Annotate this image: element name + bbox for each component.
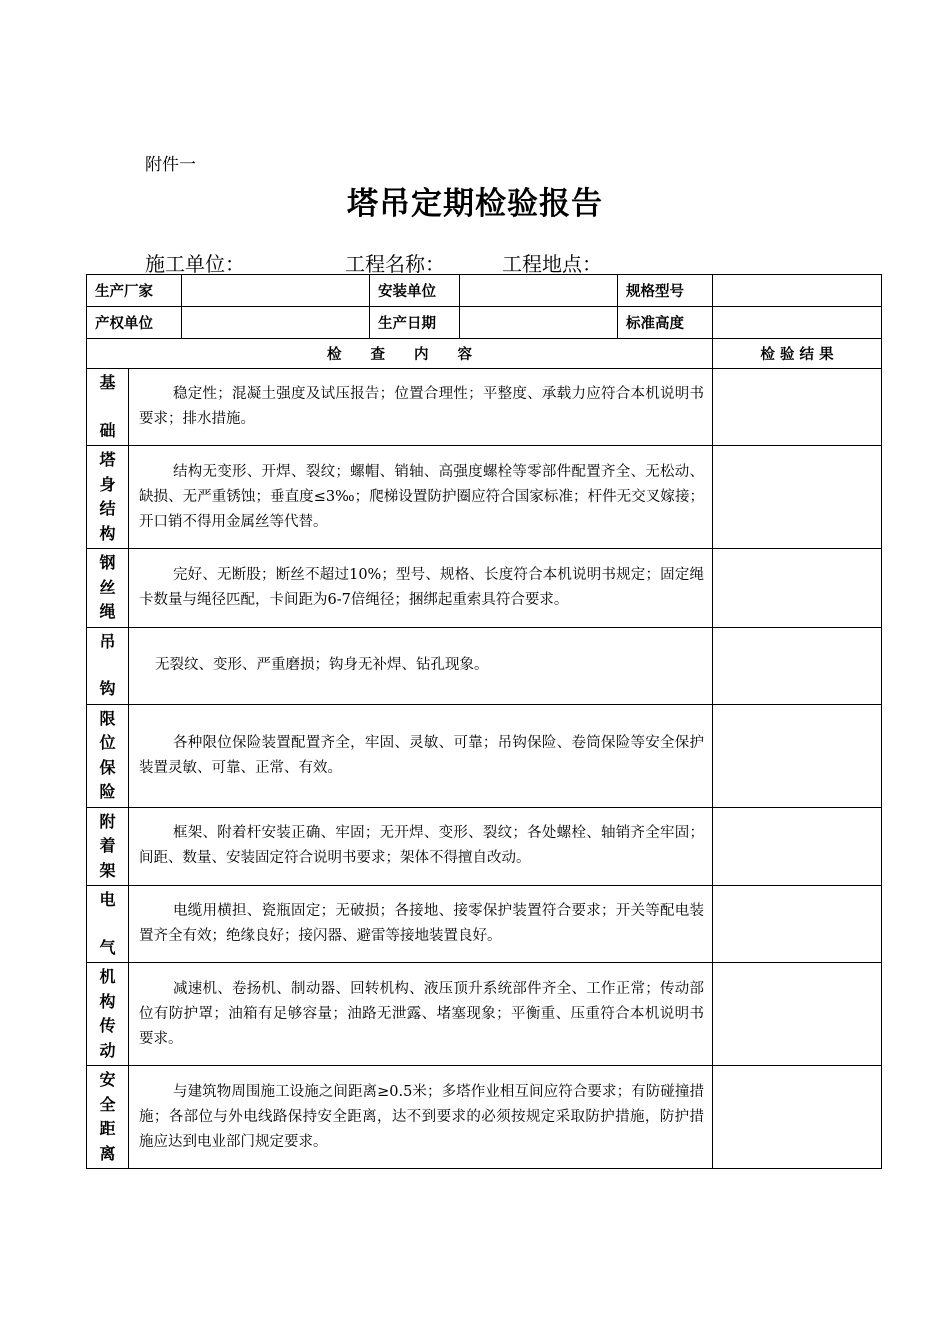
table-row bbox=[87, 369, 882, 446]
inspection-content bbox=[129, 446, 713, 549]
column-header-row bbox=[87, 339, 882, 369]
category-label bbox=[87, 705, 128, 807]
inspection-result-cell[interactable] bbox=[713, 549, 882, 628]
category-char: 保 bbox=[99, 757, 116, 777]
standard-height-value[interactable] bbox=[713, 307, 882, 339]
category-char: 安 bbox=[99, 1070, 116, 1089]
installer-value[interactable] bbox=[460, 275, 618, 307]
category-char: 位 bbox=[99, 733, 116, 752]
table-row bbox=[87, 446, 882, 549]
category-char: 电 bbox=[99, 890, 116, 909]
owner-value[interactable] bbox=[182, 307, 370, 339]
inspection-result-cell[interactable] bbox=[713, 704, 882, 807]
category-char: 机 bbox=[99, 967, 116, 986]
inspection-content bbox=[129, 369, 713, 446]
installer-label: 安装单位 bbox=[370, 275, 460, 307]
inspection-result-cell[interactable] bbox=[713, 446, 882, 549]
category-cell bbox=[87, 807, 129, 886]
category-char: 气 bbox=[99, 937, 116, 957]
info-row bbox=[87, 307, 882, 339]
production-date-value[interactable] bbox=[460, 307, 618, 339]
manufacturer-value[interactable] bbox=[182, 275, 370, 307]
category-char: 构 bbox=[99, 991, 116, 1011]
table-row bbox=[87, 963, 882, 1066]
category-char: 钩 bbox=[99, 679, 116, 698]
content-text: 电缆用横担、瓷瓶固定；无破损；各接地、接零保护装置符合要求；开关等配电装置齐全有效；绝缘良好；接闪器、避雷等接地装置良好。 bbox=[139, 903, 704, 944]
content-text: 结构无变形、开焊、裂纹；螺帽、销轴、高强度螺栓等零部件配置齐全、无松动、缺损、无严重锈蚀；垂直度≤3‰；爬梯设置防护圈应符合国家标准；杆件无交叉嫁接；开口销不得用金属丝等代替。 bbox=[139, 463, 704, 530]
inspection-content bbox=[129, 1066, 713, 1169]
content-column-header: 检 查 内 容 bbox=[87, 339, 713, 369]
table-row bbox=[87, 886, 882, 963]
document-title: 塔吊定期检验报告 bbox=[347, 186, 603, 222]
category-cell bbox=[87, 627, 129, 704]
category-char: 距 bbox=[99, 1119, 116, 1138]
model-value[interactable] bbox=[713, 275, 882, 307]
category-label bbox=[87, 1066, 128, 1168]
content-text: 框架、附着杆安装正确、牢固；无开焊、变形、裂纹；各处螺栓、轴销齐全牢固；间距、数量、安装固定符合说明书要求；架体不得擅自改动。 bbox=[139, 825, 704, 867]
project-name-label: 工程名称： bbox=[345, 252, 445, 276]
content-text: 与建筑物周围施工设施之间距离≥0.5米；多塔作业相互间应符合要求；有防碰撞措施；各部位与外电线路保持安全距离，达不到要求的必须按规定采取防护措施，防护措施应达到电业部门规定要求。 bbox=[139, 1083, 704, 1150]
content-text: 完好、无断股；断丝不超过10%；型号、规格、长度符合本机说明书规定；固定绳卡数量与绳径匹配，卡间距为6-7倍绳径；捆绑起重索具符合要求。 bbox=[139, 566, 704, 608]
category-cell bbox=[87, 963, 129, 1066]
category-char: 架 bbox=[99, 860, 116, 880]
table-row bbox=[87, 1066, 882, 1169]
model-label: 规格型号 bbox=[618, 275, 713, 307]
construction-unit-label: 施工单位： bbox=[145, 252, 245, 276]
table-row bbox=[87, 704, 882, 807]
category-char: 离 bbox=[99, 1143, 116, 1163]
category-char: 绳 bbox=[99, 602, 116, 621]
category-cell bbox=[87, 1066, 129, 1169]
category-label bbox=[87, 446, 128, 548]
category-cell bbox=[87, 704, 129, 807]
inspection-content bbox=[129, 549, 713, 628]
category-char: 全 bbox=[99, 1094, 116, 1114]
category-label bbox=[87, 628, 128, 704]
category-cell bbox=[87, 549, 129, 628]
inspection-result-cell[interactable] bbox=[713, 963, 882, 1066]
inspection-result-cell[interactable] bbox=[713, 807, 882, 886]
inspection-result-cell[interactable] bbox=[713, 886, 882, 963]
category-label bbox=[87, 886, 128, 962]
category-label bbox=[87, 808, 128, 886]
manufacturer-label: 生产厂家 bbox=[87, 275, 182, 307]
category-char: 限 bbox=[99, 708, 116, 728]
category-char: 础 bbox=[99, 420, 116, 440]
owner-label: 产权单位 bbox=[87, 307, 182, 339]
inspection-content bbox=[129, 704, 713, 807]
standard-height-label: 标准高度 bbox=[618, 307, 713, 339]
project-location-label: 工程地点： bbox=[502, 252, 602, 276]
category-char: 动 bbox=[99, 1040, 116, 1060]
category-char: 丝 bbox=[99, 577, 116, 597]
inspection-table bbox=[86, 274, 882, 1169]
category-char: 着 bbox=[99, 836, 116, 855]
category-label bbox=[87, 963, 128, 1065]
category-char: 吊 bbox=[99, 631, 116, 651]
production-date-label: 生产日期 bbox=[370, 307, 460, 339]
content-text: 减速机、卷扬机、制动器、回转机构、液压顶升系统部件齐全、工作正常；传动部位有防护罩；油箱有足够容量；油路无泄露、堵塞现象；平衡重、压重符合本机说明书要求。 bbox=[139, 980, 704, 1047]
table-row bbox=[87, 627, 882, 704]
category-char: 传 bbox=[99, 1016, 116, 1035]
category-char: 基 bbox=[99, 373, 116, 392]
inspection-content bbox=[129, 627, 713, 704]
content-text: 各种限位保险装置配置齐全，牢固、灵敏、可靠；吊钩保险、卷筒保险等安全保护装置灵敏、可靠、正常、有效。 bbox=[139, 734, 704, 776]
attachment-label: 附件一 bbox=[145, 155, 196, 175]
table-row bbox=[87, 549, 882, 628]
category-char: 构 bbox=[99, 523, 116, 543]
info-row bbox=[87, 275, 882, 307]
category-char: 附 bbox=[99, 811, 116, 831]
category-cell bbox=[87, 886, 129, 963]
category-cell bbox=[87, 369, 129, 446]
table-row bbox=[87, 807, 882, 886]
content-text: 稳定性；混凝土强度及试压报告；位置合理性；平整度、承载力应符合本机说明书要求；排水措施。 bbox=[139, 386, 704, 427]
inspection-content bbox=[129, 886, 713, 963]
inspection-result-cell[interactable] bbox=[713, 627, 882, 704]
category-char: 身 bbox=[99, 474, 116, 494]
category-cell bbox=[87, 446, 129, 549]
category-label bbox=[87, 549, 128, 627]
inspection-content bbox=[129, 963, 713, 1066]
result-column-header: 检 验 结 果 bbox=[713, 339, 882, 369]
category-char: 结 bbox=[99, 499, 116, 518]
inspection-content bbox=[129, 807, 713, 886]
category-char: 钢 bbox=[99, 553, 116, 572]
category-char: 塔 bbox=[99, 450, 116, 469]
content-text: 无裂纹、变形、严重磨损；钩身无补焊、钻孔现象。 bbox=[155, 657, 489, 673]
category-label bbox=[87, 369, 128, 445]
inspection-result-cell[interactable] bbox=[713, 369, 882, 446]
category-char: 险 bbox=[99, 782, 116, 801]
inspection-result-cell[interactable] bbox=[713, 1066, 882, 1169]
